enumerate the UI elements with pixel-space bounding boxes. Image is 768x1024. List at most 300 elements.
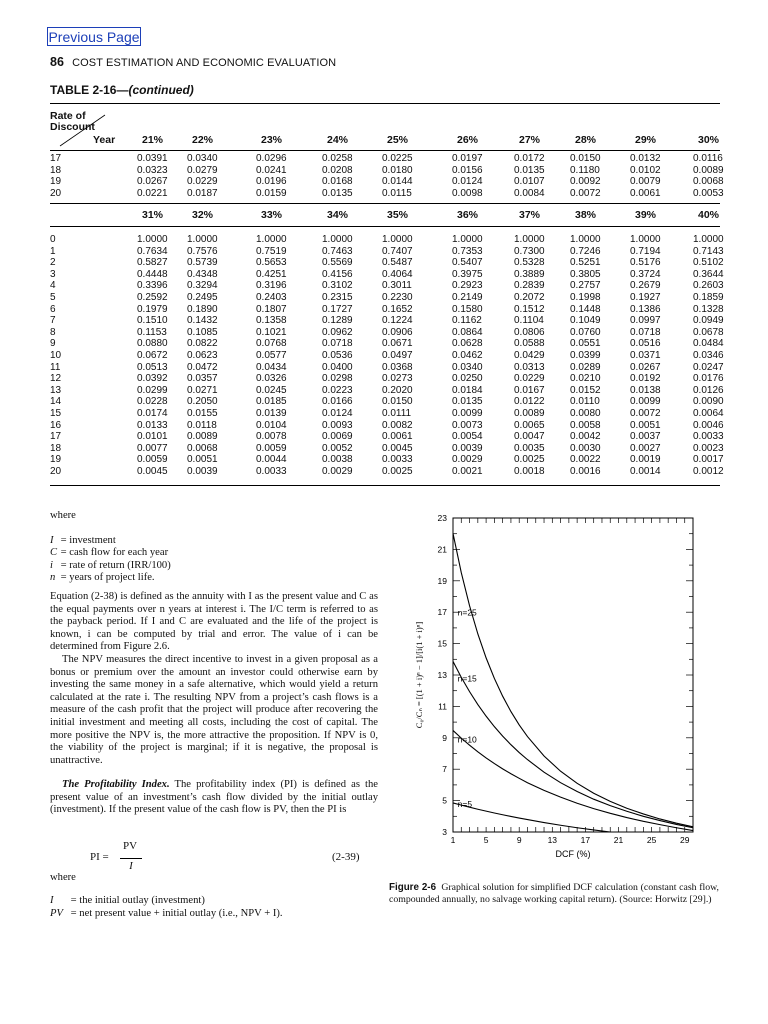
value-cell: 0.4064 xyxy=(382,268,413,280)
y-tick-label: 5 xyxy=(442,795,447,806)
value-cell: 0.0135 xyxy=(452,396,483,408)
table-row xyxy=(50,315,724,327)
value-cell: 0.7353 xyxy=(452,245,483,257)
value-cell: 0.3294 xyxy=(187,280,218,292)
value-cell: 0.0577 xyxy=(256,349,287,361)
value-cell: 0.0279 xyxy=(187,164,218,176)
value-cell: 0.0997 xyxy=(630,315,661,327)
value-cell: 0.1432 xyxy=(187,315,218,327)
value-cell: 0.0678 xyxy=(693,326,724,338)
value-cell: 0.0019 xyxy=(630,454,661,466)
value-cell: 0.1652 xyxy=(382,303,413,315)
table-row xyxy=(50,245,724,258)
value-cell: 0.0135 xyxy=(514,164,545,176)
definition-item xyxy=(50,560,378,573)
table-row xyxy=(50,361,724,374)
block1-header-rule xyxy=(50,150,720,151)
value-cell: 0.0132 xyxy=(630,153,661,164)
value-cell: 0.1049 xyxy=(570,315,601,327)
rate-header-21pct: 21% xyxy=(142,134,164,146)
value-cell: 0.1859 xyxy=(693,291,724,303)
table-row xyxy=(50,407,724,420)
value-cell: 0.0671 xyxy=(382,338,413,350)
series-label: n=5 xyxy=(457,798,473,809)
eq-number: (2-39) xyxy=(332,851,360,863)
value-cell: 0.0090 xyxy=(693,396,724,408)
year-cell: 15 xyxy=(50,407,62,419)
rate-header-29pct: 29% xyxy=(635,134,657,146)
value-cell: 0.0880 xyxy=(137,338,168,350)
value-cell: 0.0116 xyxy=(693,153,723,164)
figure-caption-text: Graphical solution for simplified DCF calculation (constant cash flow, compounded annually, no salvage working capital return). (Source: Horwitz [29].) xyxy=(389,882,719,905)
value-cell: 0.0061 xyxy=(382,431,413,443)
value-cell: 0.0077 xyxy=(137,442,168,454)
definition-symbol: I xyxy=(50,534,54,546)
rate-header-31pct: 31% xyxy=(142,209,164,221)
year-cell: 0 xyxy=(50,234,56,245)
definition-text: = investment xyxy=(58,534,116,546)
pi-paragraph-text: The profitability index (PI) is defined as the present value of an investment’s cash flow divided by the initial outlay (investment). If the present value of the cash flow is PV, then the PI is xyxy=(50,779,378,816)
value-cell: 0.3011 xyxy=(382,280,412,292)
value-cell: 0.2757 xyxy=(570,280,601,292)
year-cell: 12 xyxy=(50,373,62,385)
value-cell: 0.4251 xyxy=(256,268,287,280)
table-row xyxy=(50,187,724,200)
value-cell: 0.3724 xyxy=(630,268,661,280)
value-cell: 0.5328 xyxy=(514,257,545,269)
value-cell: 0.0289 xyxy=(570,361,601,373)
value-cell: 0.0271 xyxy=(187,384,218,396)
value-cell: 0.1580 xyxy=(452,303,483,315)
value-cell: 0.0150 xyxy=(570,153,601,164)
value-cell: 0.1104 xyxy=(514,315,544,327)
value-cell: 0.0111 xyxy=(382,407,412,419)
year-cell: 2 xyxy=(50,257,56,269)
equation-2-39 xyxy=(50,838,378,878)
value-cell: 0.5739 xyxy=(187,257,218,269)
value-cell: 0.0822 xyxy=(187,338,218,350)
plot-frame xyxy=(453,518,693,832)
paragraph-npv: The NPV measures the direct incentive to invest in a given proposal as a bonus or premium over the amount an investor could otherwise earn by investing the same money in a safe alternative, which would yield a return calculated at the rate i. The resulting NPV from a project’s cash flows is a measure of the cash profit that the project will produce after recovering the initial investment and meeting all costs, including the cost of capital. The more positive the NPV is, the more attractive the proposition. If NPV is 0, the viability of the project is marginal; if it is negative, the proposal is unattractive. xyxy=(50,653,378,766)
value-cell: 0.5653 xyxy=(256,257,287,269)
value-cell: 0.0016 xyxy=(570,465,601,477)
x-tick-label: 5 xyxy=(483,835,489,845)
x-tick-label: 13 xyxy=(547,835,558,845)
value-cell: 0.0098 xyxy=(452,187,483,199)
value-cell: 0.0059 xyxy=(137,454,168,466)
value-cell: 0.0551 xyxy=(570,338,601,350)
value-cell: 0.0391 xyxy=(137,153,168,164)
value-cell: 0.0588 xyxy=(514,338,545,350)
value-cell: 0.1224 xyxy=(382,315,413,327)
series-line-n-5 xyxy=(453,803,693,832)
rate-header-28pct: 28% xyxy=(575,134,597,146)
definition-item xyxy=(50,572,378,585)
value-cell: 0.4448 xyxy=(137,268,168,280)
block2-header-rule xyxy=(50,226,720,227)
value-cell: 0.0185 xyxy=(256,396,287,408)
definition-symbol: C xyxy=(50,547,58,559)
value-cell: 0.1289 xyxy=(322,315,353,327)
value-cell: 0.0187 xyxy=(187,187,218,199)
value-cell: 1.0000 xyxy=(137,234,168,245)
value-cell: 0.0176 xyxy=(693,373,724,385)
table-row xyxy=(50,164,724,177)
value-cell: 0.0089 xyxy=(187,431,218,443)
value-cell: 0.1358 xyxy=(256,315,287,327)
value-cell: 0.0037 xyxy=(630,431,661,443)
value-cell: 0.0101 xyxy=(137,431,168,443)
value-cell: 0.0197 xyxy=(452,153,483,164)
value-cell: 0.0962 xyxy=(322,326,353,338)
value-cell: 0.7246 xyxy=(570,245,601,257)
figure-caption xyxy=(389,882,719,905)
value-cell: 0.3396 xyxy=(137,280,168,292)
value-cell: 0.0298 xyxy=(322,373,353,385)
value-cell: 0.0068 xyxy=(693,176,724,188)
x-tick-label: 29 xyxy=(679,835,690,845)
value-cell: 0.0513 xyxy=(137,361,168,373)
y-tick-label: 23 xyxy=(437,513,447,523)
y-tick-label: 17 xyxy=(437,607,447,618)
value-cell: 0.0718 xyxy=(322,338,353,350)
value-cell: 0.0152 xyxy=(570,384,601,396)
year-cell: 20 xyxy=(50,465,62,477)
value-cell: 0.0073 xyxy=(452,419,483,431)
rate-header-39pct: 39% xyxy=(635,209,657,221)
value-cell: 0.0093 xyxy=(322,419,353,431)
value-cell: 0.0051 xyxy=(630,419,661,431)
table-row xyxy=(50,153,723,165)
value-cell: 0.0299 xyxy=(137,384,168,396)
year-cell: 20 xyxy=(50,187,62,199)
rate-header-36pct: 36% xyxy=(457,209,479,221)
value-cell: 0.5569 xyxy=(322,257,353,269)
definition-symbol: n xyxy=(50,572,56,584)
y-tick-label: 21 xyxy=(437,544,447,555)
value-cell: 0.0033 xyxy=(693,431,724,443)
paragraph-profitability-index xyxy=(50,779,378,817)
definition-item xyxy=(50,535,378,548)
value-cell: 0.0208 xyxy=(322,164,353,176)
series-label: n=25 xyxy=(457,607,477,618)
value-cell: 0.0039 xyxy=(452,442,483,454)
dcf-chart xyxy=(388,505,718,875)
value-cell: 0.0104 xyxy=(256,419,287,431)
table-row xyxy=(50,349,724,362)
value-cell: 0.0628 xyxy=(452,338,483,350)
where-label: where xyxy=(50,510,76,521)
value-cell: 0.0267 xyxy=(137,176,168,188)
year-cell: 18 xyxy=(50,442,62,454)
definition-symbol: i xyxy=(50,559,53,571)
value-cell: 0.1890 xyxy=(187,303,218,315)
definition-symbol: PV xyxy=(50,907,63,919)
value-cell: 0.0221 xyxy=(137,187,168,199)
value-cell: 0.0022 xyxy=(570,454,601,466)
value-cell: 0.0045 xyxy=(137,465,168,477)
paragraph-annuity: Equation (2-38) is defined as the annuity with I as the present value and C as the equal payments over n years at interest i. The I/C term is referred to as the payback period. If I and C are evaluated and the life of the project is known, i can be computed by trial and error. The value of i can be determined from Figure 2.6. xyxy=(50,590,378,653)
value-cell: 0.0126 xyxy=(693,384,724,396)
value-cell: 0.0245 xyxy=(256,384,287,396)
year-cell: 17 xyxy=(50,431,62,443)
x-tick-label: 17 xyxy=(580,835,591,845)
rate-header-25pct: 25% xyxy=(387,134,409,146)
table-row xyxy=(50,384,724,397)
table-row xyxy=(50,338,724,350)
value-cell: 1.0000 xyxy=(570,234,601,245)
value-cell: 0.0023 xyxy=(693,442,724,454)
value-cell: 0.0768 xyxy=(256,338,287,350)
value-cell: 0.0346 xyxy=(693,349,724,361)
value-cell: 0.0497 xyxy=(382,349,413,361)
y-tick-label: 13 xyxy=(437,670,447,680)
value-cell: 0.5102 xyxy=(693,257,724,269)
value-cell: 0.0434 xyxy=(256,361,287,373)
value-cell: 0.0273 xyxy=(382,373,413,385)
value-cell: 0.0025 xyxy=(514,454,545,466)
y-tick-label: 9 xyxy=(442,732,447,743)
year-cell: 9 xyxy=(50,338,56,350)
value-cell: 0.0144 xyxy=(382,176,413,188)
value-cell: 0.0118 xyxy=(187,419,217,431)
year-cell: 4 xyxy=(50,280,56,292)
value-cell: 0.0718 xyxy=(630,326,661,338)
value-cell: 0.0429 xyxy=(514,349,545,361)
value-cell: 0.2923 xyxy=(452,280,483,292)
value-cell: 0.7519 xyxy=(256,245,287,257)
table-row xyxy=(50,465,724,478)
x-tick-label: 9 xyxy=(516,835,522,845)
y-tick-label: 11 xyxy=(438,701,447,712)
table-top-rule xyxy=(50,103,720,104)
value-cell: 0.2679 xyxy=(630,280,661,292)
value-cell: 0.5407 xyxy=(452,257,483,269)
value-cell: 0.0326 xyxy=(256,373,287,385)
series-label: n=15 xyxy=(457,673,477,684)
value-cell: 0.0371 xyxy=(630,349,661,361)
year-cell: 5 xyxy=(50,291,56,303)
value-cell: 0.0184 xyxy=(452,384,483,396)
value-cell: 0.0061 xyxy=(630,187,661,199)
value-cell: 0.0102 xyxy=(630,164,661,176)
value-cell: 0.0038 xyxy=(322,454,353,466)
block2-top-rule xyxy=(50,203,720,204)
value-cell: 0.0138 xyxy=(630,384,661,396)
value-cell: 0.0806 xyxy=(514,326,545,338)
value-cell: 0.0229 xyxy=(187,176,218,188)
year-cell: 18 xyxy=(50,164,62,176)
value-cell: 0.2050 xyxy=(187,396,218,408)
value-cell: 0.0155 xyxy=(187,407,218,419)
rate-label-line2: Discount xyxy=(50,121,95,133)
value-cell: 0.0472 xyxy=(187,361,218,373)
value-cell: 0.0760 xyxy=(570,326,601,338)
value-cell: 0.0192 xyxy=(630,373,661,385)
value-cell: 0.0072 xyxy=(570,187,601,199)
value-cell: 0.0099 xyxy=(630,396,661,408)
value-cell: 0.0241 xyxy=(256,164,287,176)
definition-item xyxy=(50,547,378,560)
table-title xyxy=(50,83,194,97)
definition-text: = cash flow for each year xyxy=(58,547,169,559)
rate-header-24pct: 24% xyxy=(327,134,349,146)
value-cell: 0.0053 xyxy=(693,187,724,199)
where-label-2: where xyxy=(50,872,76,883)
table-row xyxy=(50,280,724,292)
value-cell: 0.7194 xyxy=(630,245,661,257)
definitions-list-2 xyxy=(50,895,283,920)
value-cell: 0.2403 xyxy=(256,291,287,303)
value-cell: 0.5827 xyxy=(137,257,168,269)
y-tick-label: 7 xyxy=(442,764,447,775)
value-cell: 0.0059 xyxy=(256,442,287,454)
value-cell: 0.0052 xyxy=(322,442,353,454)
value-cell: 0.3196 xyxy=(256,280,287,292)
value-cell: 0.0196 xyxy=(256,176,287,188)
value-cell: 0.2315 xyxy=(322,291,353,303)
value-cell: 0.0133 xyxy=(137,419,168,431)
value-cell: 0.0021 xyxy=(452,465,483,477)
value-cell: 0.0228 xyxy=(137,396,168,408)
value-cell: 0.1998 xyxy=(570,291,601,303)
value-cell: 1.0000 xyxy=(630,234,661,245)
block2-table-body xyxy=(50,234,724,477)
value-cell: 0.0340 xyxy=(452,361,483,373)
previous-page-button[interactable]: Previous Page xyxy=(48,29,140,45)
rate-header-23pct: 23% xyxy=(261,134,283,146)
x-tick-label: 1 xyxy=(450,835,456,845)
value-cell: 1.0000 xyxy=(187,234,218,245)
value-cell: 0.2495 xyxy=(187,291,218,303)
value-cell: 1.0000 xyxy=(322,234,353,245)
eq-denominator: I xyxy=(129,860,133,872)
value-cell: 0.1386 xyxy=(630,303,661,315)
y-axis-label: C₀/Cₙ = [(1 + i)ⁿ − 1]/[i(1 + i)ⁿ] xyxy=(414,621,424,729)
value-cell: 0.1727 xyxy=(322,303,353,315)
table-row xyxy=(50,431,724,443)
value-cell: 0.7634 xyxy=(137,245,168,257)
year-cell: 13 xyxy=(50,384,62,396)
rate-header-27pct: 27% xyxy=(519,134,541,146)
value-cell: 0.0069 xyxy=(322,431,353,443)
value-cell: 0.0323 xyxy=(137,164,168,176)
eq-numerator: PV xyxy=(122,840,138,852)
table-row xyxy=(50,373,724,385)
definition-item xyxy=(50,908,283,921)
value-cell: 0.0068 xyxy=(187,442,218,454)
year-cell: 14 xyxy=(50,396,62,408)
value-cell: 0.0296 xyxy=(256,153,287,164)
year-cell: 1 xyxy=(50,245,56,257)
value-cell: 0.1979 xyxy=(137,303,168,315)
year-cell: 17 xyxy=(50,153,62,164)
x-tick-label: 21 xyxy=(613,835,624,845)
value-cell: 0.0072 xyxy=(630,407,661,419)
value-cell: 0.1328 xyxy=(693,303,724,315)
value-cell: 0.0516 xyxy=(630,338,661,350)
table-title-main: TABLE 2-16— xyxy=(50,83,129,97)
year-cell: 10 xyxy=(50,349,62,361)
value-cell: 0.0368 xyxy=(382,361,413,373)
value-cell: 0.0014 xyxy=(630,465,661,477)
value-cell: 0.0672 xyxy=(137,349,168,361)
value-cell: 0.0054 xyxy=(452,431,483,443)
value-cell: 0.0035 xyxy=(514,442,545,454)
value-cell: 0.7300 xyxy=(514,245,545,257)
page-number: 86 xyxy=(50,55,65,69)
value-cell: 0.0046 xyxy=(693,419,724,431)
rate-header-26pct: 26% xyxy=(457,134,479,146)
year-cell: 11 xyxy=(50,361,61,373)
value-cell: 0.1162 xyxy=(452,315,482,327)
value-cell: 0.0180 xyxy=(382,164,413,176)
running-title: COST ESTIMATION AND ECONOMIC EVALUATION xyxy=(72,57,337,69)
definition-text: = rate of return (IRR/100) xyxy=(58,559,171,571)
value-cell: 0.0313 xyxy=(514,361,545,373)
value-cell: 0.0166 xyxy=(322,396,353,408)
value-cell: 0.0156 xyxy=(452,164,483,176)
value-cell: 0.2839 xyxy=(514,280,545,292)
value-cell: 0.5251 xyxy=(570,257,601,269)
table-row xyxy=(50,326,724,339)
value-cell: 0.0115 xyxy=(382,187,412,199)
block1-table-body xyxy=(50,153,724,199)
value-cell: 0.0174 xyxy=(137,407,168,419)
table-row xyxy=(50,291,724,304)
value-cell: 0.2020 xyxy=(382,384,413,396)
running-header xyxy=(50,55,336,69)
value-cell: 0.0267 xyxy=(630,361,661,373)
value-cell: 0.3975 xyxy=(452,268,483,280)
rate-header-35pct: 35% xyxy=(387,209,409,221)
value-cell: 0.0080 xyxy=(570,407,601,419)
value-cell: 0.0047 xyxy=(514,431,545,443)
value-cell: 0.0250 xyxy=(452,373,483,385)
value-cell: 1.0000 xyxy=(256,234,287,245)
rate-header-37pct: 37% xyxy=(519,209,541,221)
value-cell: 0.0030 xyxy=(570,442,601,454)
value-cell: 0.0042 xyxy=(570,431,601,443)
value-cell: 0.0078 xyxy=(256,431,287,443)
value-cell: 0.7143 xyxy=(693,245,724,257)
value-cell: 0.1085 xyxy=(187,326,218,338)
value-cell: 0.0168 xyxy=(322,176,353,188)
year-cell: 16 xyxy=(50,419,62,431)
value-cell: 0.0089 xyxy=(693,164,724,176)
value-cell: 0.0623 xyxy=(187,349,218,361)
value-cell: 0.0139 xyxy=(256,407,287,419)
definition-text: = the initial outlay (investment) xyxy=(68,895,205,906)
table-row xyxy=(50,303,724,316)
x-axis-label: DCF (%) xyxy=(555,849,591,859)
value-cell: 0.7463 xyxy=(322,245,353,257)
value-cell: 0.0172 xyxy=(514,153,545,164)
value-cell: 0.0029 xyxy=(322,465,353,477)
value-cell: 0.7407 xyxy=(382,245,413,257)
value-cell: 0.0012 xyxy=(693,465,724,477)
value-cell: 0.0058 xyxy=(570,419,601,431)
year-label: Year xyxy=(93,134,116,146)
y-tick-label: 15 xyxy=(437,638,447,649)
value-cell: 0.0092 xyxy=(570,176,601,188)
value-cell: 0.0340 xyxy=(187,153,218,164)
value-cell: 0.0051 xyxy=(187,454,218,466)
value-cell: 0.5176 xyxy=(630,257,661,269)
value-cell: 0.0536 xyxy=(322,349,353,361)
value-cell: 0.3889 xyxy=(514,268,545,280)
rate-header-22pct: 22% xyxy=(192,134,214,146)
